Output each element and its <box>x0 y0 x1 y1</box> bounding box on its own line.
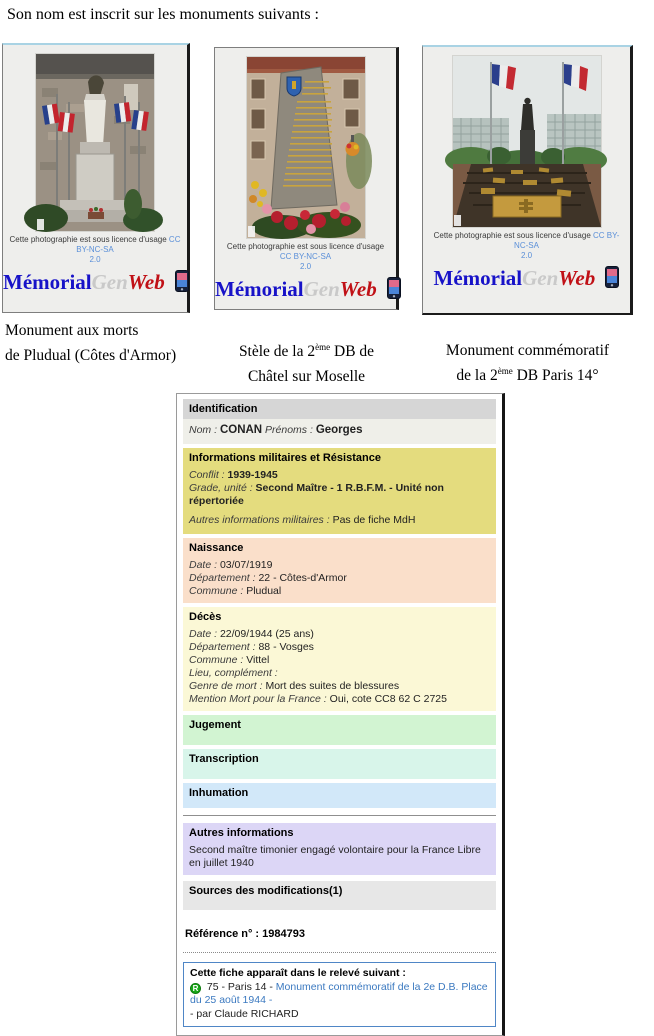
releve-prefix: 75 - Paris 14 - <box>206 980 273 993</box>
section-sources-header: Sources des modifications(1) <box>189 885 343 897</box>
releve-icon: R <box>190 983 201 994</box>
logo-memorial: Mémorial <box>433 266 523 290</box>
license-text: Cette photographie est sous licence d'usage <box>9 235 167 244</box>
reference-label: Référence n° : <box>185 928 260 940</box>
monument-photo-paris14-illustration <box>453 56 601 227</box>
mobile-phone-icon[interactable] <box>175 270 189 298</box>
license-version-link[interactable]: 2.0 <box>520 251 533 260</box>
logo-web: Web <box>558 266 596 290</box>
section-jugement-header: Jugement <box>189 719 241 731</box>
license-link[interactable]: CC BY-NC-SA <box>76 235 181 254</box>
section-naissance <box>183 538 496 603</box>
monument-photo-paris14[interactable] <box>452 55 602 228</box>
monument-card-pludual <box>2 43 190 313</box>
section-autres-header: Autres informations <box>189 827 294 839</box>
photo-corner-mark <box>248 226 255 237</box>
monument-photo-chatel[interactable] <box>246 56 366 239</box>
reference-row <box>183 924 496 953</box>
section-inhumation-header: Inhumation <box>189 787 249 799</box>
monument-card-paris14 <box>422 45 633 315</box>
photo-license <box>221 242 390 272</box>
section-transcription <box>183 749 496 779</box>
mobile-phone-icon[interactable] <box>387 277 401 305</box>
page-title: Son nom est inscrit sur les monuments suivants : <box>7 6 319 23</box>
section-naissance-header: Naissance <box>189 542 244 554</box>
naissance-departement-row: Département : 22 - Côtes-d'Armor <box>189 572 347 584</box>
deces-date-row: Date : 22/09/1944 (25 ans) <box>189 628 314 640</box>
monument-photo-pludual-illustration <box>36 54 154 231</box>
section-deces-header: Décès <box>189 611 222 623</box>
section-informations-militaires <box>183 448 496 534</box>
section-militaire-header: Informations militaires et Résistance <box>189 452 381 464</box>
deces-commune-row: Commune : Vittel <box>189 654 270 666</box>
photo-license <box>9 235 181 265</box>
releve-box <box>183 962 496 1027</box>
memorialgenweb-logo[interactable] <box>215 277 396 305</box>
releve-header: Cette fiche apparaît dans le relevé suivant : <box>190 967 406 979</box>
logo-web: Web <box>339 277 377 301</box>
section-sources <box>183 881 496 910</box>
deces-departement-row: Département : 88 - Vosges <box>189 641 314 653</box>
monument-photo-pludual[interactable] <box>35 53 155 232</box>
monument-caption-chatel: Stèle de la 2ème DB de Châtel sur Moselle <box>238 342 375 386</box>
section-inhumation <box>183 783 496 808</box>
memorialgenweb-logo[interactable] <box>423 266 630 294</box>
license-link[interactable]: CC BY-NC-SA <box>279 252 332 261</box>
section-deces <box>183 607 496 711</box>
license-text: Cette photographie est sous licence d'usage <box>226 242 385 251</box>
section-identification-body: Nom : CONAN Prénoms : Georges <box>183 419 496 444</box>
photo-corner-mark <box>37 219 44 230</box>
section-identification <box>183 399 496 444</box>
photo-license <box>429 231 624 261</box>
logo-web: Web <box>127 270 165 294</box>
autres-infos-militaires-row: Autres informations militaires : Pas de fiche MdH <box>189 514 416 526</box>
fiche-card <box>176 393 505 1036</box>
section-autres-informations <box>183 823 496 875</box>
monument-card-chatel <box>214 47 399 310</box>
logo-memorial: Mémorial <box>3 270 92 294</box>
license-version-link[interactable]: 2.0 <box>89 255 101 264</box>
releve-entry <box>190 981 489 1022</box>
logo-gen: Gen <box>303 277 340 301</box>
naissance-commune-row: Commune : Pludual <box>189 585 282 597</box>
section-transcription-header: Transcription <box>189 753 259 765</box>
deces-genre-row: Genre de mort : Mort des suites de blessures <box>189 680 400 692</box>
logo-gen: Gen <box>522 266 559 290</box>
naissance-date-row: Date : 03/07/1919 <box>189 559 273 571</box>
deces-lieu-row: Lieu, complément : <box>189 667 278 679</box>
license-text: Cette photographie est sous licence d'usage <box>433 231 591 240</box>
reference-value: 1984793 <box>262 928 305 940</box>
photo-corner-mark <box>454 215 461 226</box>
releve-author: - par Claude RICHARD <box>190 1007 299 1020</box>
releve-link[interactable]: Monument commémoratif de la 2e D.B. Place du 25 août 1944 - <box>190 980 488 1006</box>
monument-photo-chatel-illustration <box>247 57 365 238</box>
memorialgenweb-logo[interactable] <box>3 270 187 298</box>
license-link[interactable]: CC BY-NC-SA <box>514 231 620 250</box>
conflit-row: Conflit : 1939-1945 <box>189 469 278 481</box>
grade-row: Grade, unité : Second Maître - 1 R.B.F.M. - Unité non répertoriée <box>189 482 444 507</box>
autres-informations-text: Second maître timonier engagé volontaire pour la France Libre en juillet 1940 <box>189 844 481 869</box>
license-version-link[interactable]: 2.0 <box>299 262 312 271</box>
deces-mention-row: Mention Mort pour la France : Oui, cote CC8 62 C 2725 <box>189 693 447 705</box>
prenoms-value: Georges <box>315 424 363 436</box>
logo-gen: Gen <box>91 270 128 294</box>
monument-caption-pludual: Monument aux morts de Pludual (Côtes d'Armor) <box>5 322 177 365</box>
mobile-phone-icon[interactable] <box>605 266 619 294</box>
section-jugement <box>183 715 496 745</box>
nom-value: CONAN <box>219 424 263 436</box>
section-identification-header: Identification <box>183 399 496 419</box>
monument-caption-paris14: Monument commémoratif de la 2ème DB Paris 14° <box>445 342 610 385</box>
logo-memorial: Mémorial <box>215 277 304 301</box>
section-divider <box>183 815 496 816</box>
